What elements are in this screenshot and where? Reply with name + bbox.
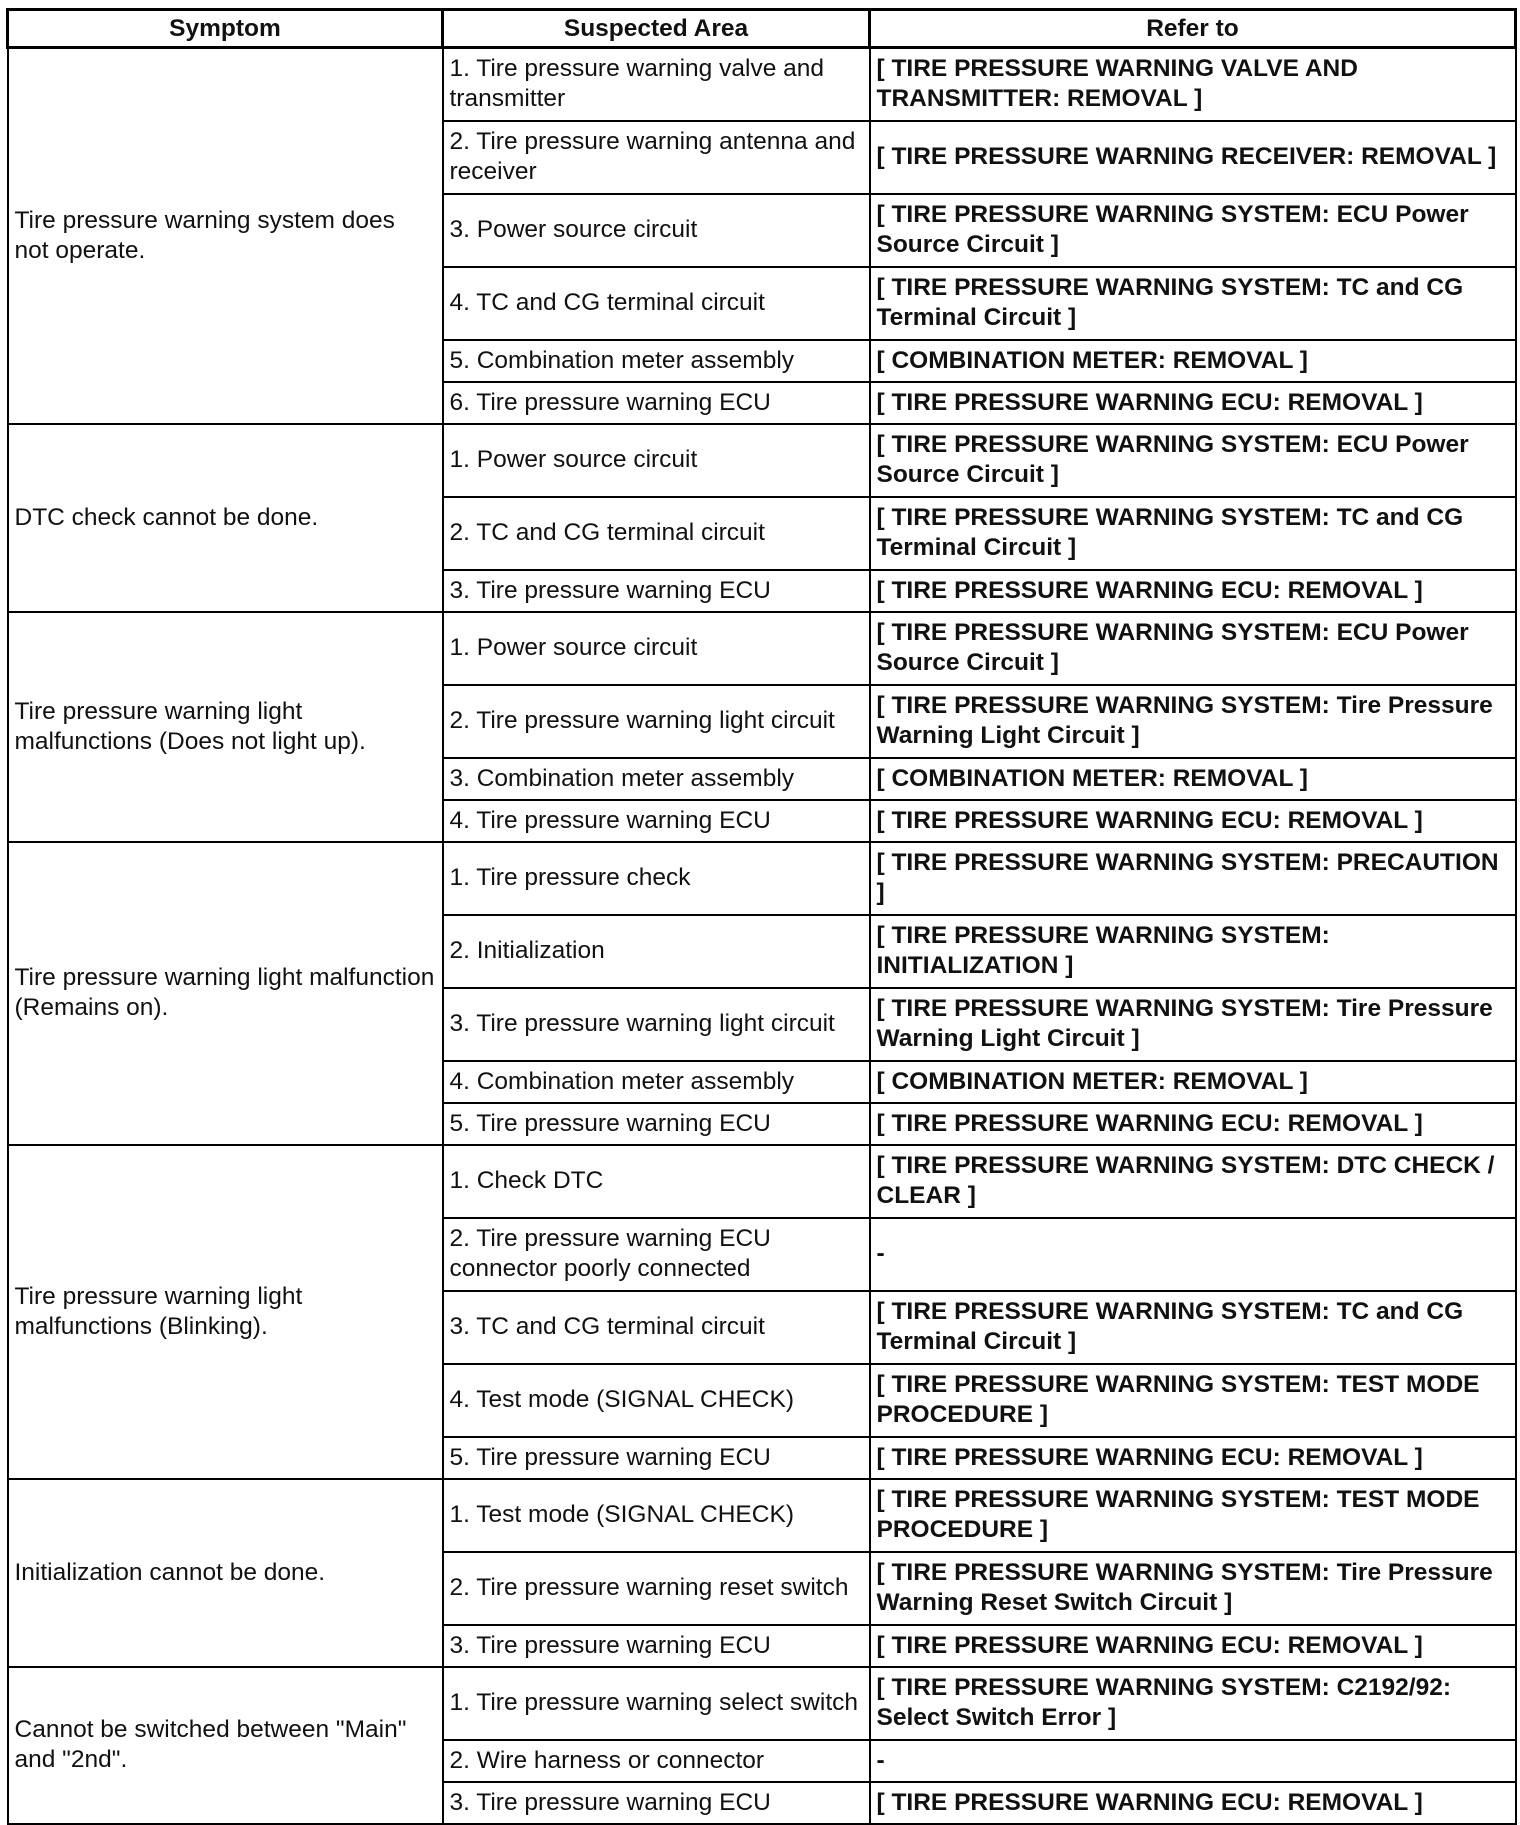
refer-to-cell[interactable]: [ TIRE PRESSURE WARNING SYSTEM: TC and CG Terminal Circuit ] (870, 497, 1516, 570)
refer-to-cell[interactable]: [ TIRE PRESSURE WARNING SYSTEM: DTC CHECK / CLEAR ] (870, 1145, 1516, 1218)
symptom-cell: Tire pressure warning system does not operate. (8, 48, 443, 424)
suspected-area-cell: 1. Power source circuit (443, 612, 870, 685)
refer-to-cell[interactable]: [ TIRE PRESSURE WARNING ECU: REMOVAL ] (870, 382, 1516, 424)
suspected-area-cell: 1. Test mode (SIGNAL CHECK) (443, 1479, 870, 1552)
symptom-cell: Initialization cannot be done. (8, 1479, 443, 1667)
refer-to-cell: - (870, 1740, 1516, 1782)
table-row (8, 1667, 1516, 1740)
symptom-cell: Tire pressure warning light malfunction (Remains on). (8, 842, 443, 1145)
refer-to-cell[interactable]: [ TIRE PRESSURE WARNING ECU: REMOVAL ] (870, 1437, 1516, 1479)
table-row (8, 424, 1516, 497)
refer-to-cell[interactable]: [ TIRE PRESSURE WARNING ECU: REMOVAL ] (870, 1103, 1516, 1145)
symptom-cell: Tire pressure warning light malfunctions (Does not light up). (8, 612, 443, 842)
suspected-area-cell: 4. Tire pressure warning ECU (443, 800, 870, 842)
suspected-area-cell: 2. Tire pressure warning ECU connector poorly connected (443, 1218, 870, 1291)
suspected-area-cell: 4. Combination meter assembly (443, 1061, 870, 1103)
suspected-area-cell: 1. Tire pressure warning valve and transmitter (443, 48, 870, 121)
suspected-area-cell: 5. Tire pressure warning ECU (443, 1437, 870, 1479)
suspected-area-cell: 2. Wire harness or connector (443, 1740, 870, 1782)
refer-to-cell[interactable]: [ TIRE PRESSURE WARNING SYSTEM: TC and CG Terminal Circuit ] (870, 1291, 1516, 1364)
refer-to-cell[interactable]: [ TIRE PRESSURE WARNING SYSTEM: PRECAUTION ] (870, 842, 1516, 915)
suspected-area-cell: 5. Tire pressure warning ECU (443, 1103, 870, 1145)
refer-to-cell[interactable]: [ TIRE PRESSURE WARNING SYSTEM: ECU Power Source Circuit ] (870, 194, 1516, 267)
refer-to-cell[interactable]: [ TIRE PRESSURE WARNING SYSTEM: INITIALIZATION ] (870, 915, 1516, 988)
refer-to-cell[interactable]: [ TIRE PRESSURE WARNING SYSTEM: TEST MODE PROCEDURE ] (870, 1479, 1516, 1552)
header-symptom: Symptom (8, 10, 443, 48)
suspected-area-cell: 1. Power source circuit (443, 424, 870, 497)
refer-to-cell[interactable]: [ TIRE PRESSURE WARNING ECU: REMOVAL ] (870, 1782, 1516, 1824)
suspected-area-cell: 5. Combination meter assembly (443, 340, 870, 382)
suspected-area-cell: 2. TC and CG terminal circuit (443, 497, 870, 570)
table-row (8, 1479, 1516, 1552)
table-row (8, 48, 1516, 121)
suspected-area-cell: 2. Initialization (443, 915, 870, 988)
suspected-area-cell: 3. TC and CG terminal circuit (443, 1291, 870, 1364)
suspected-area-cell: 2. Tire pressure warning antenna and receiver (443, 121, 870, 194)
suspected-area-cell: 3. Tire pressure warning ECU (443, 1782, 870, 1824)
refer-to-cell[interactable]: [ TIRE PRESSURE WARNING SYSTEM: TC and CG Terminal Circuit ] (870, 267, 1516, 340)
suspected-area-cell: 3. Tire pressure warning ECU (443, 570, 870, 612)
header-suspected-area: Suspected Area (443, 10, 870, 48)
refer-to-cell[interactable]: [ TIRE PRESSURE WARNING SYSTEM: C2192/92: Select Switch Error ] (870, 1667, 1516, 1740)
suspected-area-cell: 1. Tire pressure warning select switch (443, 1667, 870, 1740)
refer-to-cell[interactable]: [ TIRE PRESSURE WARNING SYSTEM: Tire Pressure Warning Reset Switch Circuit ] (870, 1552, 1516, 1625)
suspected-area-cell: 2. Tire pressure warning reset switch (443, 1552, 870, 1625)
symptom-cell: Tire pressure warning light malfunctions (Blinking). (8, 1145, 443, 1479)
table-body (8, 48, 1516, 1824)
suspected-area-cell: 3. Power source circuit (443, 194, 870, 267)
header-row (8, 10, 1516, 48)
suspected-area-cell: 1. Check DTC (443, 1145, 870, 1218)
refer-to-cell[interactable]: [ COMBINATION METER: REMOVAL ] (870, 1061, 1516, 1103)
table-row (8, 612, 1516, 685)
refer-to-cell[interactable]: [ COMBINATION METER: REMOVAL ] (870, 340, 1516, 382)
refer-to-cell[interactable]: [ TIRE PRESSURE WARNING SYSTEM: ECU Power Source Circuit ] (870, 612, 1516, 685)
refer-to-cell[interactable]: [ TIRE PRESSURE WARNING SYSTEM: ECU Power Source Circuit ] (870, 424, 1516, 497)
refer-to-cell[interactable]: [ TIRE PRESSURE WARNING RECEIVER: REMOVAL ] (870, 121, 1516, 194)
header-refer-to: Refer to (870, 10, 1516, 48)
suspected-area-cell: 3. Tire pressure warning ECU (443, 1625, 870, 1667)
refer-to-cell[interactable]: [ TIRE PRESSURE WARNING ECU: REMOVAL ] (870, 1625, 1516, 1667)
suspected-area-cell: 1. Tire pressure check (443, 842, 870, 915)
suspected-area-cell: 4. TC and CG terminal circuit (443, 267, 870, 340)
suspected-area-cell: 2. Tire pressure warning light circuit (443, 685, 870, 758)
table-row (8, 842, 1516, 915)
suspected-area-cell: 3. Combination meter assembly (443, 758, 870, 800)
refer-to-cell[interactable]: [ COMBINATION METER: REMOVAL ] (870, 758, 1516, 800)
refer-to-cell[interactable]: [ TIRE PRESSURE WARNING ECU: REMOVAL ] (870, 570, 1516, 612)
refer-to-cell[interactable]: [ TIRE PRESSURE WARNING VALVE AND TRANSMITTER: REMOVAL ] (870, 48, 1516, 121)
refer-to-cell[interactable]: [ TIRE PRESSURE WARNING ECU: REMOVAL ] (870, 800, 1516, 842)
refer-to-cell[interactable]: [ TIRE PRESSURE WARNING SYSTEM: TEST MODE PROCEDURE ] (870, 1364, 1516, 1437)
symptom-cell: DTC check cannot be done. (8, 424, 443, 612)
table-row (8, 1145, 1516, 1218)
refer-to-cell: - (870, 1218, 1516, 1291)
suspected-area-cell: 3. Tire pressure warning light circuit (443, 988, 870, 1061)
troubleshooting-table (6, 8, 1517, 1825)
suspected-area-cell: 6. Tire pressure warning ECU (443, 382, 870, 424)
refer-to-cell[interactable]: [ TIRE PRESSURE WARNING SYSTEM: Tire Pressure Warning Light Circuit ] (870, 685, 1516, 758)
symptom-cell: Cannot be switched between "Main" and "2nd". (8, 1667, 443, 1824)
suspected-area-cell: 4. Test mode (SIGNAL CHECK) (443, 1364, 870, 1437)
refer-to-cell[interactable]: [ TIRE PRESSURE WARNING SYSTEM: Tire Pressure Warning Light Circuit ] (870, 988, 1516, 1061)
